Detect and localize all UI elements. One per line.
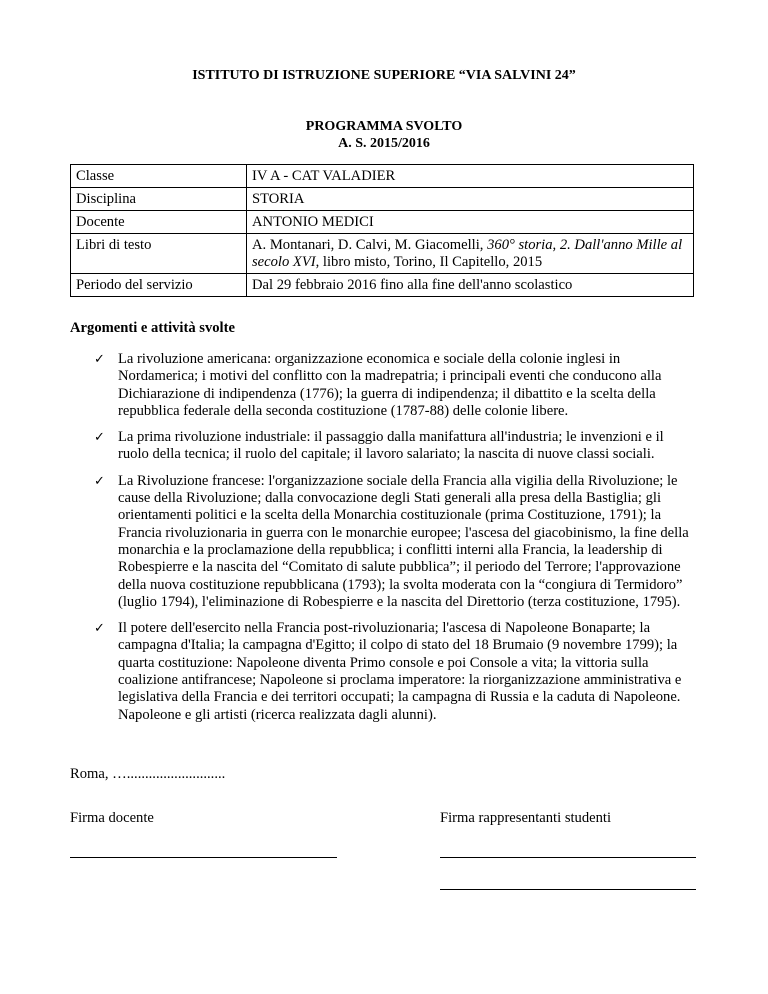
info-row-period [71, 274, 694, 297]
class-label: Classe [71, 165, 247, 188]
info-row-teacher [71, 211, 694, 234]
student-signature-line-1 [440, 857, 696, 858]
place-date: Roma, …........................... [70, 766, 226, 782]
institute-heading: ISTITUTO DI ISTRUZIONE SUPERIORE “VIA SALVINI 24” [192, 68, 576, 83]
student-signature-line-2 [440, 889, 696, 890]
teacher-signature-line [70, 857, 337, 858]
teacher-signature-label: Firma docente [70, 810, 154, 826]
list-item [70, 429, 698, 464]
students-signature-label: Firma rappresentanti studenti [440, 810, 612, 826]
info-row-subject [71, 188, 694, 211]
teacher-value: ANTONIO MEDICI [247, 211, 694, 234]
topics-list [70, 351, 698, 733]
checkmark-icon: ✓ [94, 430, 105, 446]
info-row-class [71, 165, 694, 188]
topic-text: La prima rivoluzione industriale: il passaggio dalla manifattura all'industria; le invenzioni e il ruolo della tecnica; il ruolo del capitale; il lavoro salariato; la nascita di nuove classi sociali. [118, 429, 664, 463]
class-value: IV A - CAT VALADIER [247, 165, 694, 188]
list-item [70, 351, 698, 420]
topics-title: Argomenti e attività svolte [70, 320, 235, 336]
books-value [247, 234, 694, 274]
books-rest: , libro misto, Torino, Il Capitello, 2015 [315, 254, 543, 270]
subject-value: STORIA [247, 188, 694, 211]
checkmark-icon: ✓ [94, 621, 105, 637]
subject-label: Disciplina [71, 188, 247, 211]
info-row-books [71, 234, 694, 274]
program-title: PROGRAMMA SVOLTO [305, 119, 463, 134]
topic-text: La Rivoluzione francese: l'organizzazione sociale della Francia alla vigilia della Rivoluzione; le cause della Rivoluzione; dalla convocazione degli Stati generali alla presa della Bastiglia; gli orientamenti politici e la scelta della Monarchia costituzionale (prima Costituzione, 1791); la Francia rivoluzionaria in guerra con le monarchie europee; l'ascesa del giacobinismo, la fine della monarchia e la proclamazione della repubblica; i conflitti interni alla Francia, la leadership di Robespierre e la nascita del “Comitato di salute pubblica”; il periodo del Terrore; l'approvazione della nuova costituzione repubblicana (1793); la svolta moderata con la “congiura di Termidoro” (luglio 1794), l'eliminazione di Robespierre e la nascita del Direttorio (terza costituzione, 1795). [118, 472, 689, 610]
books-title: 360° storia, 2. Dall'anno Mille al secolo XVI [252, 237, 683, 270]
books-authors: A. Montanari, D. Calvi, M. Giacomelli, [252, 237, 488, 253]
checkmark-icon: ✓ [94, 473, 105, 489]
topic-text: Il potere dell'esercito nella Francia post-rivoluzionaria; l'ascesa di Napoleone Bonaparte; la campagna d'Italia; la campagna d'Egitto; il colpo di stato del 18 Brumaio (9 novembre 1799); la quarta costituzione: Napoleone diventa Primo console e poi Console a vita; la vittoria sulla coalizione antifrancese; Napoleone si proclama imperatore: la riorganizzazione amministrativa e legislativa della Francia e dei territori occupati; la campagna di Russia e la caduta di Napoleone. Napoleone e gli artisti (ricerca realizzata dagli alunni). [118, 620, 682, 723]
list-item [70, 473, 698, 611]
list-item [70, 620, 698, 724]
school-year: A. S. 2015/2016 [338, 136, 430, 151]
teacher-label: Docente [71, 211, 247, 234]
period-value: Dal 29 febbraio 2016 fino alla fine dell'anno scolastico [247, 274, 694, 297]
books-label: Libri di testo [71, 234, 247, 274]
checkmark-icon: ✓ [94, 352, 105, 367]
period-label: Periodo del servizio [71, 274, 247, 297]
info-table [70, 164, 694, 297]
topic-text: La rivoluzione americana: organizzazione economica e sociale della colonie inglesi in Nordamerica; i motivi del conflitto con la madrepatria; i principali eventi che conducono alla Dichiarazione di indipendenza (1776); la guerra di indipendenza; il dibattito e la scelta della repubblica federale della seconda costituzione (1787-88) delle colonie libere. [118, 351, 662, 419]
